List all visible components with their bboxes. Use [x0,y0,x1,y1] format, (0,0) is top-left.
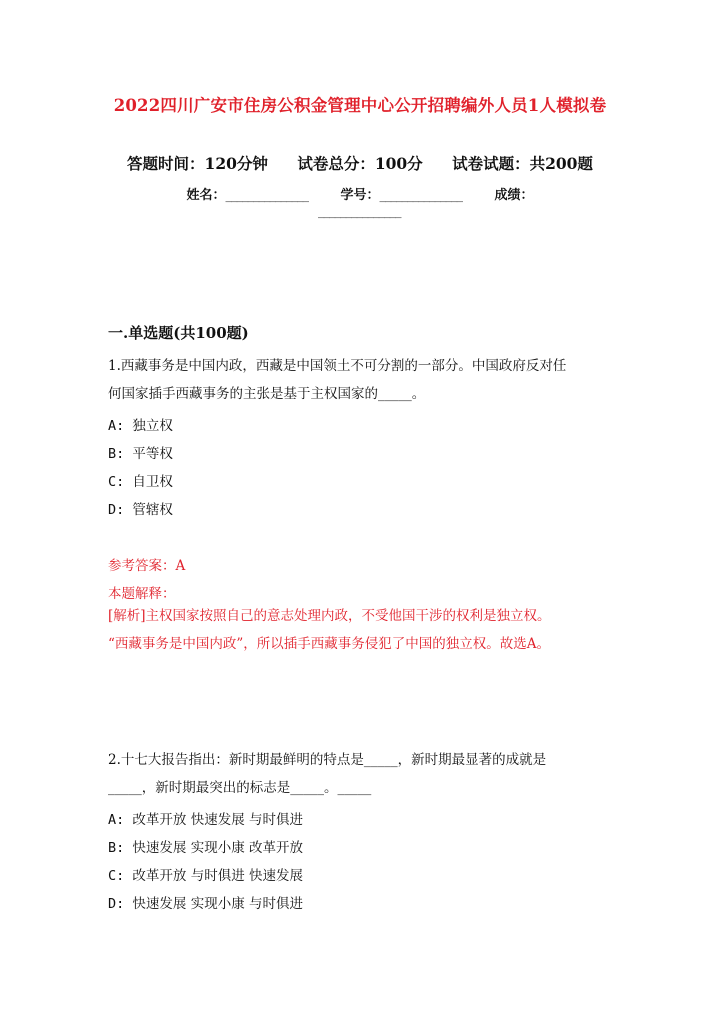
exam-question-count: 试卷试题：共200题 [452,154,593,173]
question-2-stem [108,746,608,802]
option-key: A: [108,812,125,828]
option-text: 改革开放 快速发展 与时俱进 [132,812,303,828]
name-field [186,188,312,203]
option-text: 管辖权 [132,502,173,518]
question-stem-line: _____，新时期最突出的标志是_____。_____ [108,780,372,796]
exam-total-score: 试卷总分：100分 [297,154,423,173]
section-title: 一.单选题(共100题) [108,324,249,342]
question-1-option-c [108,470,173,490]
question-1-option-d [108,498,173,518]
question-stem-line: 1.西藏事务是中国内政，西藏是中国领土不可分割的一部分。中国政府反对任 [108,358,567,374]
question-stem-line: 何国家插手西藏事务的主张是基于主权国家的_____。 [108,386,426,402]
question-2-option-c [108,864,303,884]
question-1-stem [108,352,608,408]
question-2-option-d [108,892,303,912]
student-fields [0,184,720,203]
score-label: 成绩： [494,188,534,203]
option-key: B: [108,446,125,462]
question-1-explain-label: 本题解释： [108,586,176,602]
option-key: A: [108,418,125,434]
question-stem-line: 2.十七大报告指出：新时期最鲜明的特点是_____，新时期最显著的成就是 [108,752,547,768]
question-1-option-b [108,442,173,462]
option-key: D: [108,502,125,518]
option-key: C: [108,474,125,490]
page-title: 2022四川广安市住房公积金管理中心公开招聘编外人员1人模拟卷 [113,96,607,115]
explanation-line: [解析]主权国家按照自己的意志处理内政，不受他国干涉的权利是独立权。 [108,608,551,624]
id-blank: _______________ [379,188,462,203]
option-key: B: [108,840,125,856]
score-field [495,188,534,203]
name-label: 姓名： [186,188,226,203]
id-label: 学号： [340,188,380,203]
id-field [340,188,466,203]
option-text: 平等权 [132,446,173,462]
exam-time: 答题时间：120分钟 [127,154,268,173]
name-blank: _______________ [225,188,308,203]
option-text: 快速发展 实现小康 与时俱进 [132,896,303,912]
option-key: C: [108,868,125,884]
option-text: 改革开放 与时俱进 快速发展 [132,868,303,884]
exam-meta [0,152,720,174]
option-text: 独立权 [132,418,173,434]
option-text: 快速发展 实现小康 改革开放 [132,840,303,856]
score-blank: _______________ [318,204,401,219]
question-2-option-b [108,836,303,856]
option-text: 自卫权 [132,474,173,490]
question-1-answer: 参考答案：A [108,558,186,574]
explanation-line: “西藏事务是中国内政”，所以插手西藏事务侵犯了中国的独立权。故选A。 [108,636,551,652]
question-1-option-a [108,414,173,434]
option-key: D: [108,896,125,912]
question-2-option-a [108,808,303,828]
question-1-explanation [108,602,628,658]
